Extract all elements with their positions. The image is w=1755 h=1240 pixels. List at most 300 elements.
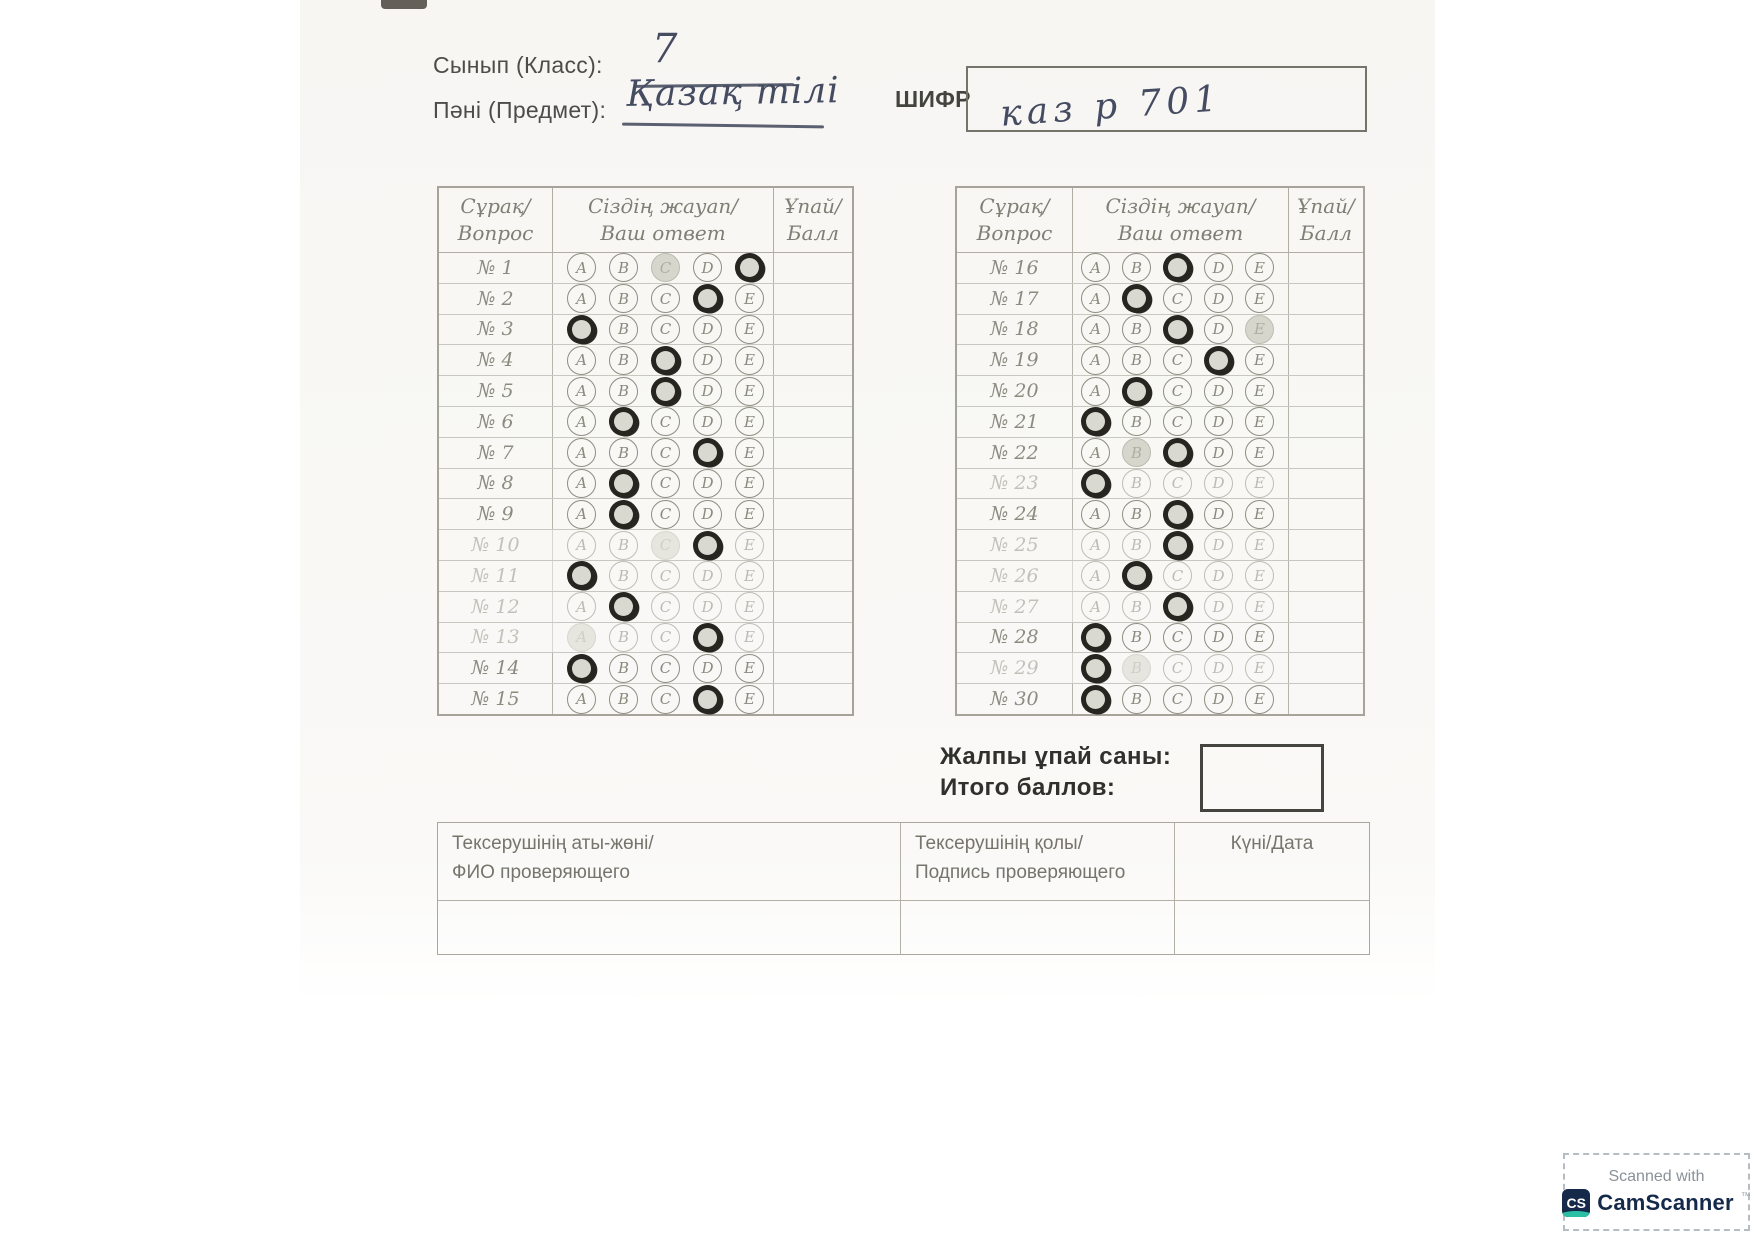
score-cell [774, 284, 852, 314]
answer-bubble-d: D [1204, 315, 1233, 344]
answer-bubble-b-filled [606, 466, 640, 500]
question-number: № 22 [957, 438, 1073, 468]
question-row [957, 591, 1363, 622]
question-number: № 23 [957, 469, 1073, 499]
answer-bubble-b: B [609, 623, 638, 652]
answer-bubble-d: D [1204, 377, 1233, 406]
answer-bubble-c: C [651, 561, 680, 590]
question-number: № 3 [439, 315, 553, 345]
question-number: № 15 [439, 684, 553, 714]
camscanner-prefix: Scanned with [1608, 1167, 1705, 1185]
answer-bubble-c-filled [1160, 312, 1194, 346]
question-row [439, 314, 852, 345]
answer-bubble-d-filled [690, 281, 724, 315]
question-number: № 17 [957, 284, 1073, 314]
answer-bubbles [553, 284, 774, 314]
answer-bubble-a: A [567, 407, 596, 436]
question-row [439, 683, 852, 714]
answer-bubble-d: D [693, 315, 722, 344]
question-row [439, 622, 852, 653]
answer-bubble-d: D [1204, 592, 1233, 621]
total-score-label-ru: Итого баллов: [940, 774, 1116, 801]
score-cell [1289, 376, 1363, 406]
answer-bubble-e: E [735, 438, 764, 467]
column-header-question-line1: Сұрақ/ [979, 194, 1050, 218]
question-number: № 9 [439, 499, 553, 529]
answer-bubble-a: A [567, 284, 596, 313]
answer-bubble-c: C [1163, 346, 1192, 375]
answer-bubble-a: A [1081, 346, 1110, 375]
answer-bubble-b: B [1122, 407, 1151, 436]
score-cell [774, 623, 852, 653]
column-header-answer-line1: Сіздің жауап/ [1105, 194, 1256, 218]
answer-bubble-b: B [1122, 438, 1151, 467]
question-row [439, 468, 852, 499]
question-row [957, 344, 1363, 375]
score-cell [774, 315, 852, 345]
reviewer-signature-cell [901, 901, 1175, 954]
answer-bubbles [553, 407, 774, 437]
question-row [957, 314, 1363, 345]
score-cell [1289, 345, 1363, 375]
answer-bubble-a: A [567, 346, 596, 375]
question-number: № 30 [957, 684, 1073, 714]
score-cell [774, 684, 852, 714]
question-number: № 24 [957, 499, 1073, 529]
answer-bubble-e: E [1245, 346, 1274, 375]
answer-bubble-e: E [735, 469, 764, 498]
score-cell [1289, 315, 1363, 345]
column-header-answer-line1: Сіздің жауап/ [587, 194, 739, 218]
answer-bubbles [1073, 684, 1289, 714]
answer-bubble-d-filled [690, 682, 724, 716]
answer-bubble-d: D [1204, 253, 1233, 282]
question-row [957, 560, 1363, 591]
answer-bubble-c-filled [1160, 589, 1194, 623]
column-header-score [1289, 188, 1363, 252]
answer-bubble-d: D [693, 654, 722, 683]
answer-bubble-e: E [1245, 315, 1274, 344]
answer-bubble-d: D [1204, 654, 1233, 683]
answer-bubble-c: C [651, 407, 680, 436]
answer-bubble-a: A [567, 253, 596, 282]
scan-artifact [381, 0, 427, 9]
score-cell [774, 438, 852, 468]
answer-bubble-a: A [567, 500, 596, 529]
question-number: № 10 [439, 530, 553, 560]
answer-bubble-d: D [1204, 531, 1233, 560]
reviewer-name-header-line2: ФИО проверяющего [452, 861, 630, 883]
answer-table-header [439, 188, 852, 253]
answer-bubbles [1073, 438, 1289, 468]
reviewer-signature-header [901, 823, 1175, 901]
answer-bubble-a: A [567, 623, 596, 652]
answer-bubble-b: B [609, 377, 638, 406]
answer-bubbles [1073, 592, 1289, 622]
question-row [957, 683, 1363, 714]
question-number: № 26 [957, 561, 1073, 591]
total-score-box [1200, 744, 1324, 812]
answer-bubble-d: D [1204, 500, 1233, 529]
answer-bubble-a: A [1081, 284, 1110, 313]
score-cell [774, 530, 852, 560]
score-cell [774, 469, 852, 499]
question-number: № 19 [957, 345, 1073, 375]
reviewer-table [437, 822, 1370, 955]
answer-bubbles [553, 530, 774, 560]
answer-bubble-e: E [1245, 284, 1274, 313]
answer-bubble-e: E [735, 623, 764, 652]
answer-bubble-b: B [1122, 253, 1151, 282]
answer-bubble-d: D [1204, 284, 1233, 313]
answer-bubble-d: D [693, 592, 722, 621]
question-row [957, 468, 1363, 499]
answer-bubble-a: A [567, 592, 596, 621]
answer-bubbles [1073, 499, 1289, 529]
question-number: № 13 [439, 623, 553, 653]
answer-bubble-e: E [735, 592, 764, 621]
answer-bubble-a-filled [1078, 620, 1112, 654]
answer-bubbles [1073, 653, 1289, 683]
answer-bubble-b: B [609, 284, 638, 313]
answer-bubbles [553, 561, 774, 591]
cipher-value-handwritten: каз р 701 [998, 78, 1224, 135]
column-header-question-line1: Сұрақ/ [460, 194, 531, 218]
question-row [439, 652, 852, 683]
answer-bubble-e: E [735, 500, 764, 529]
answer-bubble-d: D [693, 377, 722, 406]
answer-bubble-d: D [1204, 407, 1233, 436]
answer-bubble-c: C [651, 623, 680, 652]
question-number: № 14 [439, 653, 553, 683]
answer-bubble-c: C [651, 592, 680, 621]
answer-bubble-a: A [567, 438, 596, 467]
question-row [439, 591, 852, 622]
answer-bubble-b: B [1122, 654, 1151, 683]
score-cell [774, 592, 852, 622]
class-value-handwritten: 7 [652, 26, 678, 72]
answer-bubble-b: B [609, 315, 638, 344]
answer-bubbles [553, 253, 774, 283]
answer-bubbles [553, 345, 774, 375]
answer-bubble-c: C [651, 253, 680, 282]
question-number: № 25 [957, 530, 1073, 560]
answer-bubble-a: A [567, 469, 596, 498]
answer-bubble-a-filled [1078, 405, 1112, 439]
camscanner-trademark: ™ [1740, 1190, 1751, 1202]
answer-bubble-b: B [1122, 685, 1151, 714]
column-header-question-line2: Вопрос [976, 221, 1053, 245]
answer-bubble-a: A [1081, 438, 1110, 467]
answer-bubble-e: E [1245, 685, 1274, 714]
question-row [439, 437, 852, 468]
answer-bubble-b: B [1122, 469, 1151, 498]
reviewer-name-cell [438, 901, 901, 954]
answer-bubbles [553, 438, 774, 468]
score-cell [774, 376, 852, 406]
question-row [957, 652, 1363, 683]
answer-bubble-e-filled [732, 251, 766, 285]
column-header-score-line2: Балл [1299, 221, 1353, 245]
score-cell [774, 407, 852, 437]
answer-bubbles [553, 376, 774, 406]
question-row [439, 253, 852, 283]
answer-bubble-c-filled [1160, 251, 1194, 285]
answer-bubbles [553, 684, 774, 714]
answer-bubbles [1073, 253, 1289, 283]
answer-bubble-c: C [1163, 407, 1192, 436]
question-number: № 5 [439, 376, 553, 406]
answer-bubble-a: A [1081, 561, 1110, 590]
answer-bubble-a: A [567, 531, 596, 560]
column-header-score [774, 188, 852, 252]
question-row [439, 283, 852, 314]
reviewer-name-header [438, 823, 901, 901]
column-header-answer-line2: Ваш ответ [1117, 221, 1244, 245]
reviewer-name-header-line1: Тексерушінің аты-жөні/ [452, 833, 654, 854]
answer-bubble-a-filled [1078, 651, 1112, 685]
answer-bubble-c-filled [648, 343, 682, 377]
answer-bubble-d: D [1204, 438, 1233, 467]
answer-bubbles [1073, 469, 1289, 499]
score-cell [1289, 499, 1363, 529]
answer-table-header [957, 188, 1363, 253]
answer-bubble-e: E [1245, 592, 1274, 621]
answer-bubble-d-filled [690, 528, 724, 562]
answer-bubble-c: C [1163, 623, 1192, 652]
reviewer-date-header [1175, 823, 1369, 901]
answer-bubble-c: C [651, 438, 680, 467]
answer-bubble-b-filled [606, 497, 640, 531]
question-row [439, 529, 852, 560]
question-row [439, 406, 852, 437]
answer-bubble-a: A [1081, 377, 1110, 406]
answer-bubble-c: C [651, 654, 680, 683]
score-cell [774, 345, 852, 375]
answer-bubbles [1073, 376, 1289, 406]
answer-bubbles [1073, 530, 1289, 560]
column-header-score-line2: Балл [786, 221, 840, 245]
question-row [957, 406, 1363, 437]
answer-bubble-b-filled [1119, 374, 1153, 408]
answer-bubble-e: E [735, 561, 764, 590]
answer-bubble-d: D [1204, 561, 1233, 590]
answer-bubble-b: B [609, 685, 638, 714]
answer-bubble-d-filled [690, 620, 724, 654]
question-number: № 12 [439, 592, 553, 622]
answer-bubble-a: A [1081, 531, 1110, 560]
answer-bubble-d: D [693, 407, 722, 436]
column-header-question [439, 188, 553, 252]
answer-bubble-e: E [1245, 438, 1274, 467]
answer-bubble-c-filled [1160, 435, 1194, 469]
answer-bubble-e: E [735, 407, 764, 436]
column-header-score-line1: Ұпай/ [1297, 194, 1355, 218]
answer-bubble-d: D [693, 561, 722, 590]
question-row [957, 283, 1363, 314]
answer-bubbles [553, 499, 774, 529]
answer-bubble-e: E [1245, 377, 1274, 406]
answer-bubble-a: A [1081, 592, 1110, 621]
score-cell [1289, 561, 1363, 591]
score-cell [1289, 438, 1363, 468]
answer-bubble-d: D [693, 253, 722, 282]
answer-bubble-e: E [735, 531, 764, 560]
answer-bubble-e: E [735, 346, 764, 375]
answer-bubble-e: E [735, 377, 764, 406]
camscanner-logo-icon [1562, 1189, 1590, 1217]
answer-bubbles [1073, 407, 1289, 437]
reviewer-date-header-label: Күні/Дата [1230, 833, 1314, 854]
answer-bubble-a: A [1081, 500, 1110, 529]
answer-bubble-c: C [651, 500, 680, 529]
answer-bubble-b-filled [1119, 281, 1153, 315]
question-number: № 21 [957, 407, 1073, 437]
subject-value-handwritten: Қазақ тілі [625, 70, 841, 115]
answer-bubble-e: E [735, 315, 764, 344]
column-header-answer-line2: Ваш ответ [600, 221, 726, 245]
answer-bubble-d: D [1204, 623, 1233, 652]
answer-bubble-a: A [1081, 253, 1110, 282]
answer-bubble-b: B [1122, 500, 1151, 529]
score-cell [1289, 407, 1363, 437]
answer-bubble-b: B [1122, 346, 1151, 375]
camscanner-brand-row [1562, 1189, 1751, 1217]
answer-bubble-c: C [651, 685, 680, 714]
score-cell [1289, 469, 1363, 499]
answer-bubble-e: E [1245, 561, 1274, 590]
question-number: № 18 [957, 315, 1073, 345]
question-number: № 11 [439, 561, 553, 591]
question-row [439, 498, 852, 529]
score-cell [1289, 284, 1363, 314]
answer-bubble-e: E [1245, 407, 1274, 436]
answer-bubble-c: C [1163, 561, 1192, 590]
answer-bubble-a-filled [564, 559, 598, 593]
question-row [439, 560, 852, 591]
answer-bubbles [1073, 345, 1289, 375]
question-number: № 2 [439, 284, 553, 314]
answer-bubbles [553, 469, 774, 499]
answer-bubbles [1073, 315, 1289, 345]
score-cell [1289, 623, 1363, 653]
question-number: № 16 [957, 253, 1073, 283]
reviewer-signature-header-line2: Подпись проверяющего [915, 861, 1126, 883]
answer-bubbles [1073, 561, 1289, 591]
answer-bubble-a: A [567, 377, 596, 406]
answer-bubble-e: E [1245, 654, 1274, 683]
answer-bubble-b: B [609, 346, 638, 375]
question-number: № 4 [439, 345, 553, 375]
answer-bubble-c: C [651, 531, 680, 560]
answer-bubble-c-filled [648, 374, 682, 408]
reviewer-signature-header-line1: Тексерушінің қолы/ [915, 833, 1083, 854]
question-row [957, 498, 1363, 529]
answer-bubble-c: C [651, 284, 680, 313]
answer-bubble-d: D [1204, 469, 1233, 498]
column-header-answer [1073, 188, 1289, 252]
answer-bubble-e: E [1245, 531, 1274, 560]
score-cell [774, 561, 852, 591]
camscanner-badge [1563, 1153, 1750, 1231]
question-row [957, 529, 1363, 560]
question-number: № 7 [439, 438, 553, 468]
answer-bubble-e: E [735, 685, 764, 714]
answer-bubble-b-filled [606, 405, 640, 439]
answer-bubble-d: D [693, 469, 722, 498]
question-number: № 28 [957, 623, 1073, 653]
question-number: № 27 [957, 592, 1073, 622]
class-label: Сынып (Класс): [433, 52, 603, 78]
answer-bubble-a-filled [564, 651, 598, 685]
score-cell [1289, 684, 1363, 714]
answer-bubble-c-filled [1160, 528, 1194, 562]
answer-bubble-c: C [1163, 377, 1192, 406]
score-cell [774, 253, 852, 283]
question-row [957, 375, 1363, 406]
question-number: № 8 [439, 469, 553, 499]
score-cell [1289, 653, 1363, 683]
answer-bubble-c: C [1163, 284, 1192, 313]
answer-bubble-b: B [1122, 531, 1151, 560]
answer-bubble-b: B [1122, 592, 1151, 621]
answer-bubble-c: C [651, 315, 680, 344]
answer-bubble-d-filled [690, 435, 724, 469]
answer-bubble-a-filled [564, 312, 598, 346]
answer-bubble-c: C [1163, 654, 1192, 683]
column-header-score-line1: Ұпай/ [784, 194, 842, 218]
cipher-label: ШИФР [895, 86, 971, 112]
column-header-question-line2: Вопрос [457, 221, 534, 245]
answer-bubble-b: B [1122, 623, 1151, 652]
score-cell [1289, 530, 1363, 560]
answer-table-right [955, 186, 1365, 716]
question-row [439, 344, 852, 375]
question-number: № 20 [957, 376, 1073, 406]
answer-table-left [437, 186, 854, 716]
answer-bubble-d-filled [1201, 343, 1235, 377]
answer-bubble-d: D [1204, 685, 1233, 714]
score-cell [1289, 253, 1363, 283]
answer-bubbles [553, 592, 774, 622]
camscanner-logo-text: CS [1566, 1194, 1586, 1211]
column-header-answer [553, 188, 774, 252]
answer-bubble-a-filled [1078, 682, 1112, 716]
answer-bubble-b: B [609, 531, 638, 560]
question-number: № 29 [957, 653, 1073, 683]
answer-bubble-c: C [1163, 685, 1192, 714]
score-cell [774, 499, 852, 529]
answer-bubble-c: C [651, 469, 680, 498]
question-row [439, 375, 852, 406]
answer-bubble-b-filled [1119, 559, 1153, 593]
question-number: № 1 [439, 253, 553, 283]
answer-bubbles [1073, 284, 1289, 314]
answer-bubble-e: E [1245, 469, 1274, 498]
answer-bubble-d: D [693, 346, 722, 375]
answer-bubble-b-filled [606, 589, 640, 623]
question-row [957, 622, 1363, 653]
question-row [957, 253, 1363, 283]
camscanner-brand: CamScanner [1597, 1189, 1734, 1215]
score-cell [1289, 592, 1363, 622]
answer-bubble-b: B [609, 253, 638, 282]
answer-bubble-c: C [1163, 469, 1192, 498]
subject-label: Пәні (Предмет): [433, 97, 607, 123]
question-row [957, 437, 1363, 468]
answer-bubble-b: B [609, 561, 638, 590]
answer-bubbles [1073, 623, 1289, 653]
